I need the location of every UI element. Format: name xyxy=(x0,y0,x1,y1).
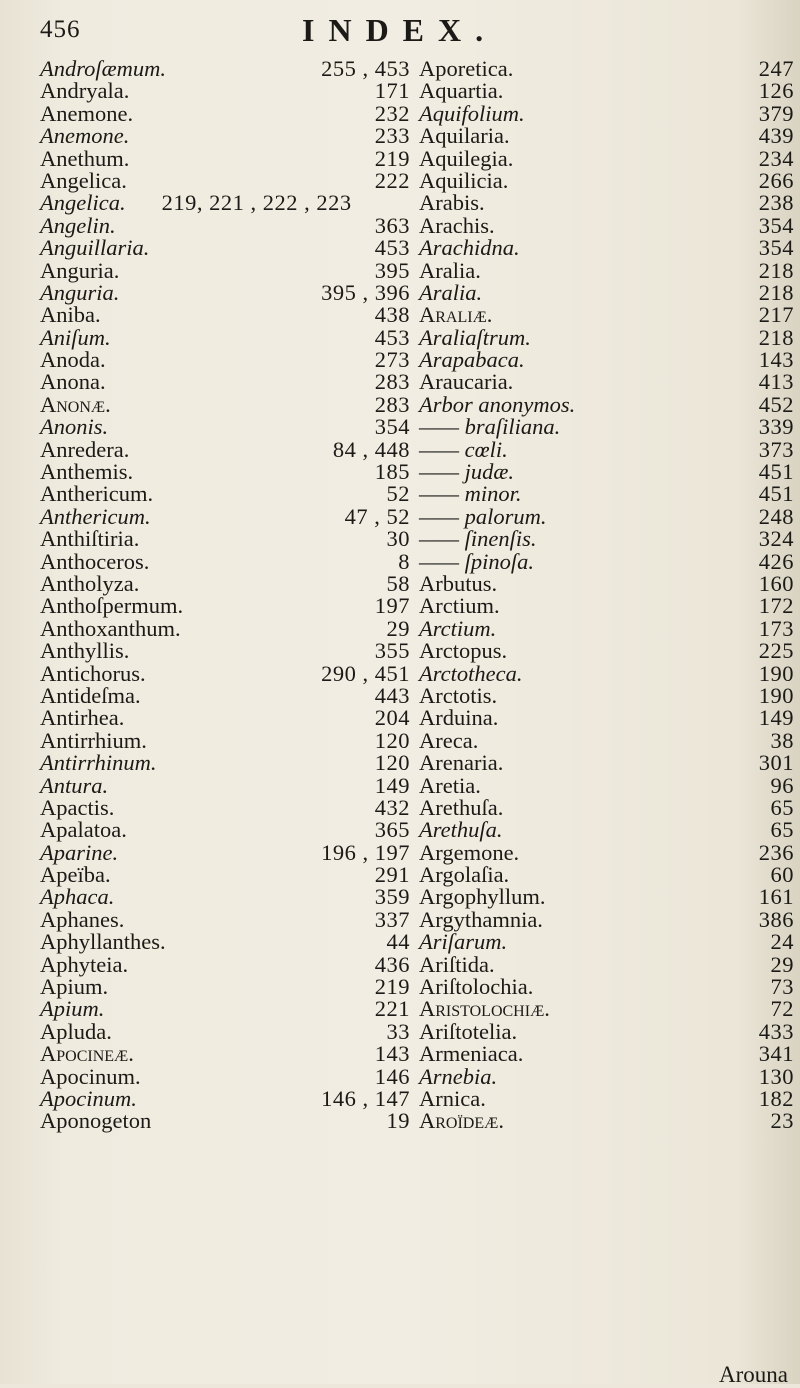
index-entry xyxy=(419,1110,794,1132)
index-entry xyxy=(40,976,410,998)
index-entry xyxy=(419,167,794,193)
entry-term: Ariſtida. xyxy=(419,951,495,977)
entry-term: Anthoxanthum. xyxy=(40,615,181,641)
entry-term: Aphyteia. xyxy=(40,951,129,977)
entry-pages: 301 xyxy=(758,750,794,776)
index-entry xyxy=(40,864,410,886)
entry-pages: 52 xyxy=(386,481,410,507)
entry-pages: 236 xyxy=(758,839,794,865)
entry-term: —— ſinenſis. xyxy=(419,526,537,552)
entry-term: Anthoceros. xyxy=(40,548,150,574)
entry-pages: 217 xyxy=(758,302,794,328)
index-entry xyxy=(40,794,410,820)
entry-term: —— minor. xyxy=(419,481,522,507)
index-entry xyxy=(40,192,410,214)
index-entry xyxy=(419,416,794,438)
entry-pages: 161 xyxy=(758,884,794,910)
entry-pages: 196 , 197 xyxy=(321,839,410,865)
entry-pages: 433 xyxy=(758,1018,794,1044)
entry-term: Argolaſia. xyxy=(419,862,510,888)
entry-pages: 44 xyxy=(386,929,410,955)
entry-pages: 451 xyxy=(758,459,794,485)
entry-pages: 222 xyxy=(374,167,410,193)
entry-pages: 143 xyxy=(374,1041,410,1067)
entry-pages: 359 xyxy=(374,884,410,910)
index-entry xyxy=(419,391,794,417)
entry-pages: 221 xyxy=(374,996,410,1022)
index-entry xyxy=(40,279,410,305)
entry-term: Arnica. xyxy=(419,1085,486,1111)
entry-pages: 233 xyxy=(374,123,410,149)
index-entry xyxy=(40,528,410,550)
index-entry xyxy=(419,503,794,529)
entry-pages: 38 xyxy=(770,727,794,753)
entry-term: Anredera. xyxy=(40,436,130,462)
entry-pages: 290 , 451 xyxy=(321,660,410,686)
entry-pages: 96 xyxy=(770,772,794,798)
index-entry xyxy=(419,1043,794,1065)
entry-term: —— palorum. xyxy=(419,503,547,529)
entry-pages: 190 xyxy=(758,682,794,708)
index-entry xyxy=(419,886,794,908)
index-entry xyxy=(40,391,410,417)
index-entry xyxy=(40,58,410,80)
entry-pages: 283 xyxy=(374,369,410,395)
index-entry xyxy=(40,145,410,171)
index-entry xyxy=(419,58,794,80)
entry-term: Aroïdeæ. xyxy=(419,1108,504,1134)
entry-term: Antichorus. xyxy=(40,660,146,686)
entry-term: Armeniaca. xyxy=(419,1041,524,1067)
entry-term: Anethum. xyxy=(40,145,130,171)
index-entry xyxy=(40,304,410,326)
entry-pages: 146 xyxy=(374,1063,410,1089)
entry-pages: 354 xyxy=(758,212,794,238)
entry-pages: 65 xyxy=(770,794,794,820)
entry-term: Arethuſa. xyxy=(419,794,504,820)
index-entry xyxy=(40,324,410,350)
entry-term: Arachidna. xyxy=(419,235,520,261)
entry-term: Apocineæ. xyxy=(40,1041,134,1067)
entry-term: Aparine. xyxy=(40,839,119,865)
index-entry xyxy=(419,931,794,953)
entry-pages: 443 xyxy=(374,682,410,708)
index-entry xyxy=(419,212,794,238)
entry-term: Arctotheca. xyxy=(419,660,523,686)
entry-term: Apactis. xyxy=(40,794,115,820)
running-title: INDEX. xyxy=(302,12,498,48)
index-entry xyxy=(40,167,410,193)
entry-term: Anthoſpermum. xyxy=(40,593,184,619)
index-entry xyxy=(419,304,794,326)
index-entry xyxy=(419,349,794,371)
index-entry xyxy=(419,483,794,505)
entry-term: Anona. xyxy=(40,369,106,395)
index-entry xyxy=(40,839,410,865)
index-entry xyxy=(40,819,410,841)
entry-term: Apalatoa. xyxy=(40,817,127,843)
entry-pages: 120 xyxy=(374,750,410,776)
index-entry xyxy=(40,772,410,798)
entry-pages: 218 xyxy=(758,257,794,283)
entry-pages: 266 xyxy=(758,167,794,193)
entry-term: Anemone. xyxy=(40,100,134,126)
index-entry xyxy=(40,707,410,729)
index-entry xyxy=(40,595,410,617)
entry-term: Anthyllis. xyxy=(40,638,130,664)
entry-pages: 173 xyxy=(758,615,794,641)
index-entry xyxy=(419,257,794,283)
entry-pages: 283 xyxy=(374,391,410,417)
entry-pages: 438 xyxy=(374,302,410,328)
index-entry xyxy=(419,707,794,729)
index-entry xyxy=(40,100,410,126)
entry-pages: 337 xyxy=(374,906,410,932)
index-entry xyxy=(40,660,410,686)
index-entry xyxy=(419,80,794,102)
entry-pages: 451 xyxy=(758,481,794,507)
entry-pages: 219 xyxy=(374,145,410,171)
entry-pages: 19 xyxy=(386,1108,410,1134)
index-entry xyxy=(40,682,410,708)
index-entry xyxy=(40,906,410,932)
index-entry xyxy=(40,125,410,147)
entry-term: Argemone. xyxy=(419,839,520,865)
entry-term: Anonis. xyxy=(40,414,109,440)
entry-term: Argophyllum. xyxy=(419,884,546,910)
entry-pages: 204 xyxy=(374,705,410,731)
entry-term: Apluda. xyxy=(40,1018,112,1044)
index-entry xyxy=(40,349,410,371)
index-entry xyxy=(40,371,410,393)
entry-term: Anonæ. xyxy=(40,391,111,417)
entry-term: Ariſtolochia. xyxy=(419,974,534,1000)
index-entry xyxy=(419,100,794,126)
entry-pages: 247 xyxy=(758,56,794,81)
index-entry xyxy=(419,794,794,820)
index-entry xyxy=(419,237,794,259)
entry-pages: 354 xyxy=(758,235,794,261)
index-entry xyxy=(40,548,410,574)
entry-pages: 146 , 147 xyxy=(321,1085,410,1111)
index-entry xyxy=(40,80,410,102)
catchword: Arouna xyxy=(719,1362,788,1387)
index-entry xyxy=(419,819,794,841)
entry-pages: 190 xyxy=(758,660,794,686)
entry-pages: 58 xyxy=(386,570,410,596)
entry-pages: 218 xyxy=(758,279,794,305)
index-entry xyxy=(40,212,410,238)
index-entry xyxy=(40,951,410,977)
entry-pages: 172 xyxy=(758,593,794,619)
index-entry xyxy=(419,615,794,641)
entry-term: Andryala. xyxy=(40,78,130,104)
entry-term: —— ſpinoſa. xyxy=(419,548,535,574)
entry-term: Apocinum. xyxy=(40,1063,141,1089)
index-entry xyxy=(40,416,410,438)
entry-pages: 185 xyxy=(374,459,410,485)
index-entry xyxy=(419,660,794,686)
entry-term: Arctium. xyxy=(419,615,497,641)
entry-term: Arctium. xyxy=(419,593,500,619)
entry-pages: 379 xyxy=(758,100,794,126)
entry-pages: 182 xyxy=(758,1085,794,1111)
entry-pages: 218 xyxy=(758,324,794,350)
entry-pages: 23 xyxy=(770,1108,794,1134)
entry-pages: 73 xyxy=(770,974,794,1000)
entry-pages: 160 xyxy=(758,570,794,596)
entry-pages: 149 xyxy=(758,705,794,731)
index-entry xyxy=(419,1085,794,1111)
index-entry xyxy=(40,931,410,953)
index-entry xyxy=(419,279,794,305)
entry-pages: 143 xyxy=(758,347,794,373)
index-entry xyxy=(419,461,794,483)
index-entry xyxy=(419,192,794,214)
entry-pages: 341 xyxy=(758,1041,794,1067)
index-entry xyxy=(40,615,410,641)
entry-pages: 149 xyxy=(374,772,410,798)
entry-pages: 47 , 52 xyxy=(344,503,410,529)
entry-term: Aristolochiæ. xyxy=(419,996,550,1022)
index-entry xyxy=(419,548,794,574)
right-index-column xyxy=(419,58,794,1133)
entry-term: Araliæ. xyxy=(419,302,493,328)
entry-pages: 386 xyxy=(758,906,794,932)
entry-pages: 84 , 448 xyxy=(332,436,410,462)
entry-pages: 453 xyxy=(374,235,410,261)
entry-term: Aretia. xyxy=(419,772,481,798)
index-entry xyxy=(419,436,794,462)
entry-pages: 219 xyxy=(374,974,410,1000)
entry-term: Anthiſtiria. xyxy=(40,526,140,552)
entry-pages: 30 xyxy=(386,526,410,552)
entry-term: Angelin. xyxy=(40,212,116,238)
entry-pages: 248 xyxy=(758,503,794,529)
entry-term: Apium. xyxy=(40,996,105,1022)
index-entry xyxy=(419,998,794,1020)
index-entry xyxy=(419,951,794,977)
entry-term: Arctotis. xyxy=(419,682,498,708)
index-entry xyxy=(40,1063,410,1089)
index-entry xyxy=(40,640,410,662)
entry-term: Androſæmum. xyxy=(40,56,167,81)
entry-term: Aquilegia. xyxy=(419,145,514,171)
entry-term: Apium. xyxy=(40,974,109,1000)
entry-term: Antideſma. xyxy=(40,682,141,708)
index-entry xyxy=(419,640,794,662)
index-entry xyxy=(419,145,794,171)
entry-term: Arctopus. xyxy=(419,638,508,664)
entry-term: Angelica. xyxy=(40,190,126,216)
index-entry xyxy=(419,570,794,596)
entry-pages: 413 xyxy=(758,369,794,395)
entry-term: Antura. xyxy=(40,772,109,798)
entry-term: Arabis. xyxy=(419,190,485,216)
entry-pages: 8 xyxy=(398,548,410,574)
index-entry xyxy=(419,1063,794,1089)
entry-term: Aphyllanthes. xyxy=(40,929,166,955)
entry-pages: 273 xyxy=(374,347,410,373)
entry-term: Arnebia. xyxy=(419,1063,498,1089)
entry-pages: 436 xyxy=(374,951,410,977)
entry-pages: 219, 221 , 222 , 223 xyxy=(161,190,352,216)
entry-pages: 238 xyxy=(758,190,794,216)
entry-pages: 232 xyxy=(374,100,410,126)
entry-term: —— braſiliana. xyxy=(419,414,561,440)
index-entry xyxy=(40,1110,410,1132)
entry-pages: 126 xyxy=(758,78,794,104)
entry-term: Aralia. xyxy=(419,279,483,305)
entry-term: Antirhea. xyxy=(40,705,125,731)
index-entry xyxy=(419,906,794,932)
entry-pages: 72 xyxy=(770,996,794,1022)
index-entry xyxy=(419,125,794,147)
entry-term: Ariſtotelia. xyxy=(419,1018,518,1044)
entry-pages: 354 xyxy=(374,414,410,440)
entry-pages: 197 xyxy=(374,593,410,619)
entry-term: Arbor anonymos. xyxy=(419,391,576,417)
entry-term: —— judæ. xyxy=(419,459,515,485)
entry-term: Arachis. xyxy=(419,212,495,238)
index-entry xyxy=(40,503,410,529)
index-entry xyxy=(419,371,794,393)
entry-term: Anguillaria. xyxy=(40,235,150,261)
page-number: 456 xyxy=(40,16,81,43)
entry-pages: 339 xyxy=(758,414,794,440)
entry-pages: 395 , 396 xyxy=(321,279,410,305)
entry-term: Aquilicia. xyxy=(419,167,509,193)
entry-pages: 452 xyxy=(758,391,794,417)
entry-pages: 29 xyxy=(386,615,410,641)
entry-term: Apeïba. xyxy=(40,862,111,888)
entry-term: Araucaria. xyxy=(419,369,514,395)
index-entry xyxy=(40,570,410,596)
entry-pages: 363 xyxy=(374,212,410,238)
entry-term: Aponogeton xyxy=(40,1108,152,1134)
entry-term: Anoda. xyxy=(40,347,106,373)
entry-pages: 120 xyxy=(374,727,410,753)
index-entry xyxy=(40,461,410,483)
entry-term: Areca. xyxy=(419,727,479,753)
index-entry xyxy=(419,727,794,753)
index-entry xyxy=(419,324,794,350)
entry-term: Antholyza. xyxy=(40,570,140,596)
entry-pages: 24 xyxy=(770,929,794,955)
index-entry xyxy=(40,1043,410,1065)
index-entry xyxy=(40,727,410,753)
entry-pages: 373 xyxy=(758,436,794,462)
index-entry xyxy=(40,483,410,505)
entry-pages: 33 xyxy=(386,1018,410,1044)
entry-term: Aquilaria. xyxy=(419,123,510,149)
entry-term: —— cœli. xyxy=(419,436,508,462)
entry-term: Anguria. xyxy=(40,257,120,283)
index-entry xyxy=(40,237,410,259)
index-entry xyxy=(419,595,794,617)
entry-pages: 426 xyxy=(758,548,794,574)
entry-term: Araliaſtrum. xyxy=(419,324,531,350)
index-entry xyxy=(419,1018,794,1044)
entry-pages: 225 xyxy=(758,638,794,664)
entry-term: Anguria. xyxy=(40,279,120,305)
entry-term: Aquifolium. xyxy=(419,100,525,126)
entry-pages: 60 xyxy=(770,862,794,888)
entry-term: Aquartia. xyxy=(419,78,504,104)
index-entry xyxy=(419,682,794,708)
entry-term: Apocinum. xyxy=(40,1085,137,1111)
entry-pages: 29 xyxy=(770,951,794,977)
index-entry xyxy=(419,976,794,998)
entry-term: Anemone. xyxy=(40,123,130,149)
entry-term: Angelica. xyxy=(40,167,127,193)
entry-term: Arduina. xyxy=(419,705,499,731)
index-entry xyxy=(419,772,794,798)
entry-term: Aporetica. xyxy=(419,56,514,81)
entry-term: Aphaca. xyxy=(40,884,115,910)
entry-pages: 453 xyxy=(374,324,410,350)
left-index-column xyxy=(40,58,410,1133)
entry-pages: 130 xyxy=(758,1063,794,1089)
entry-term: Anthericum. xyxy=(40,481,154,507)
entry-pages: 432 xyxy=(374,794,410,820)
entry-pages: 439 xyxy=(758,123,794,149)
entry-pages: 395 xyxy=(374,257,410,283)
index-entry xyxy=(419,839,794,865)
entry-pages: 324 xyxy=(758,526,794,552)
entry-term: Aralia. xyxy=(419,257,481,283)
entry-term: Anthemis. xyxy=(40,459,134,485)
index-entry xyxy=(40,257,410,283)
entry-term: Arapabaca. xyxy=(419,347,525,373)
entry-term: Antirrhinum. xyxy=(40,750,157,776)
index-entry xyxy=(40,886,410,908)
entry-pages: 65 xyxy=(770,817,794,843)
entry-term: Anthericum. xyxy=(40,503,151,529)
index-entry xyxy=(419,752,794,774)
index-entry xyxy=(40,998,410,1020)
entry-pages: 291 xyxy=(374,862,410,888)
entry-term: Aniſum. xyxy=(40,324,111,350)
index-entry xyxy=(419,528,794,550)
entry-term: Antirrhium. xyxy=(40,727,147,753)
entry-term: Argythamnia. xyxy=(419,906,543,932)
entry-term: Arethuſa. xyxy=(419,817,503,843)
entry-pages: 234 xyxy=(758,145,794,171)
entry-pages: 171 xyxy=(374,78,410,104)
index-entry xyxy=(419,864,794,886)
index-entry xyxy=(40,752,410,774)
entry-term: Aphanes. xyxy=(40,906,125,932)
entry-term: Arbutus. xyxy=(419,570,498,596)
index-entry xyxy=(40,436,410,462)
entry-term: Arenaria. xyxy=(419,750,504,776)
entry-pages: 355 xyxy=(374,638,410,664)
entry-pages: 365 xyxy=(374,817,410,843)
index-entry xyxy=(40,1018,410,1044)
index-entry xyxy=(40,1085,410,1111)
page-header xyxy=(0,10,800,54)
entry-term: Ariſarum. xyxy=(419,929,508,955)
entry-pages: 255 , 453 xyxy=(321,56,410,81)
entry-term: Aniba. xyxy=(40,302,101,328)
